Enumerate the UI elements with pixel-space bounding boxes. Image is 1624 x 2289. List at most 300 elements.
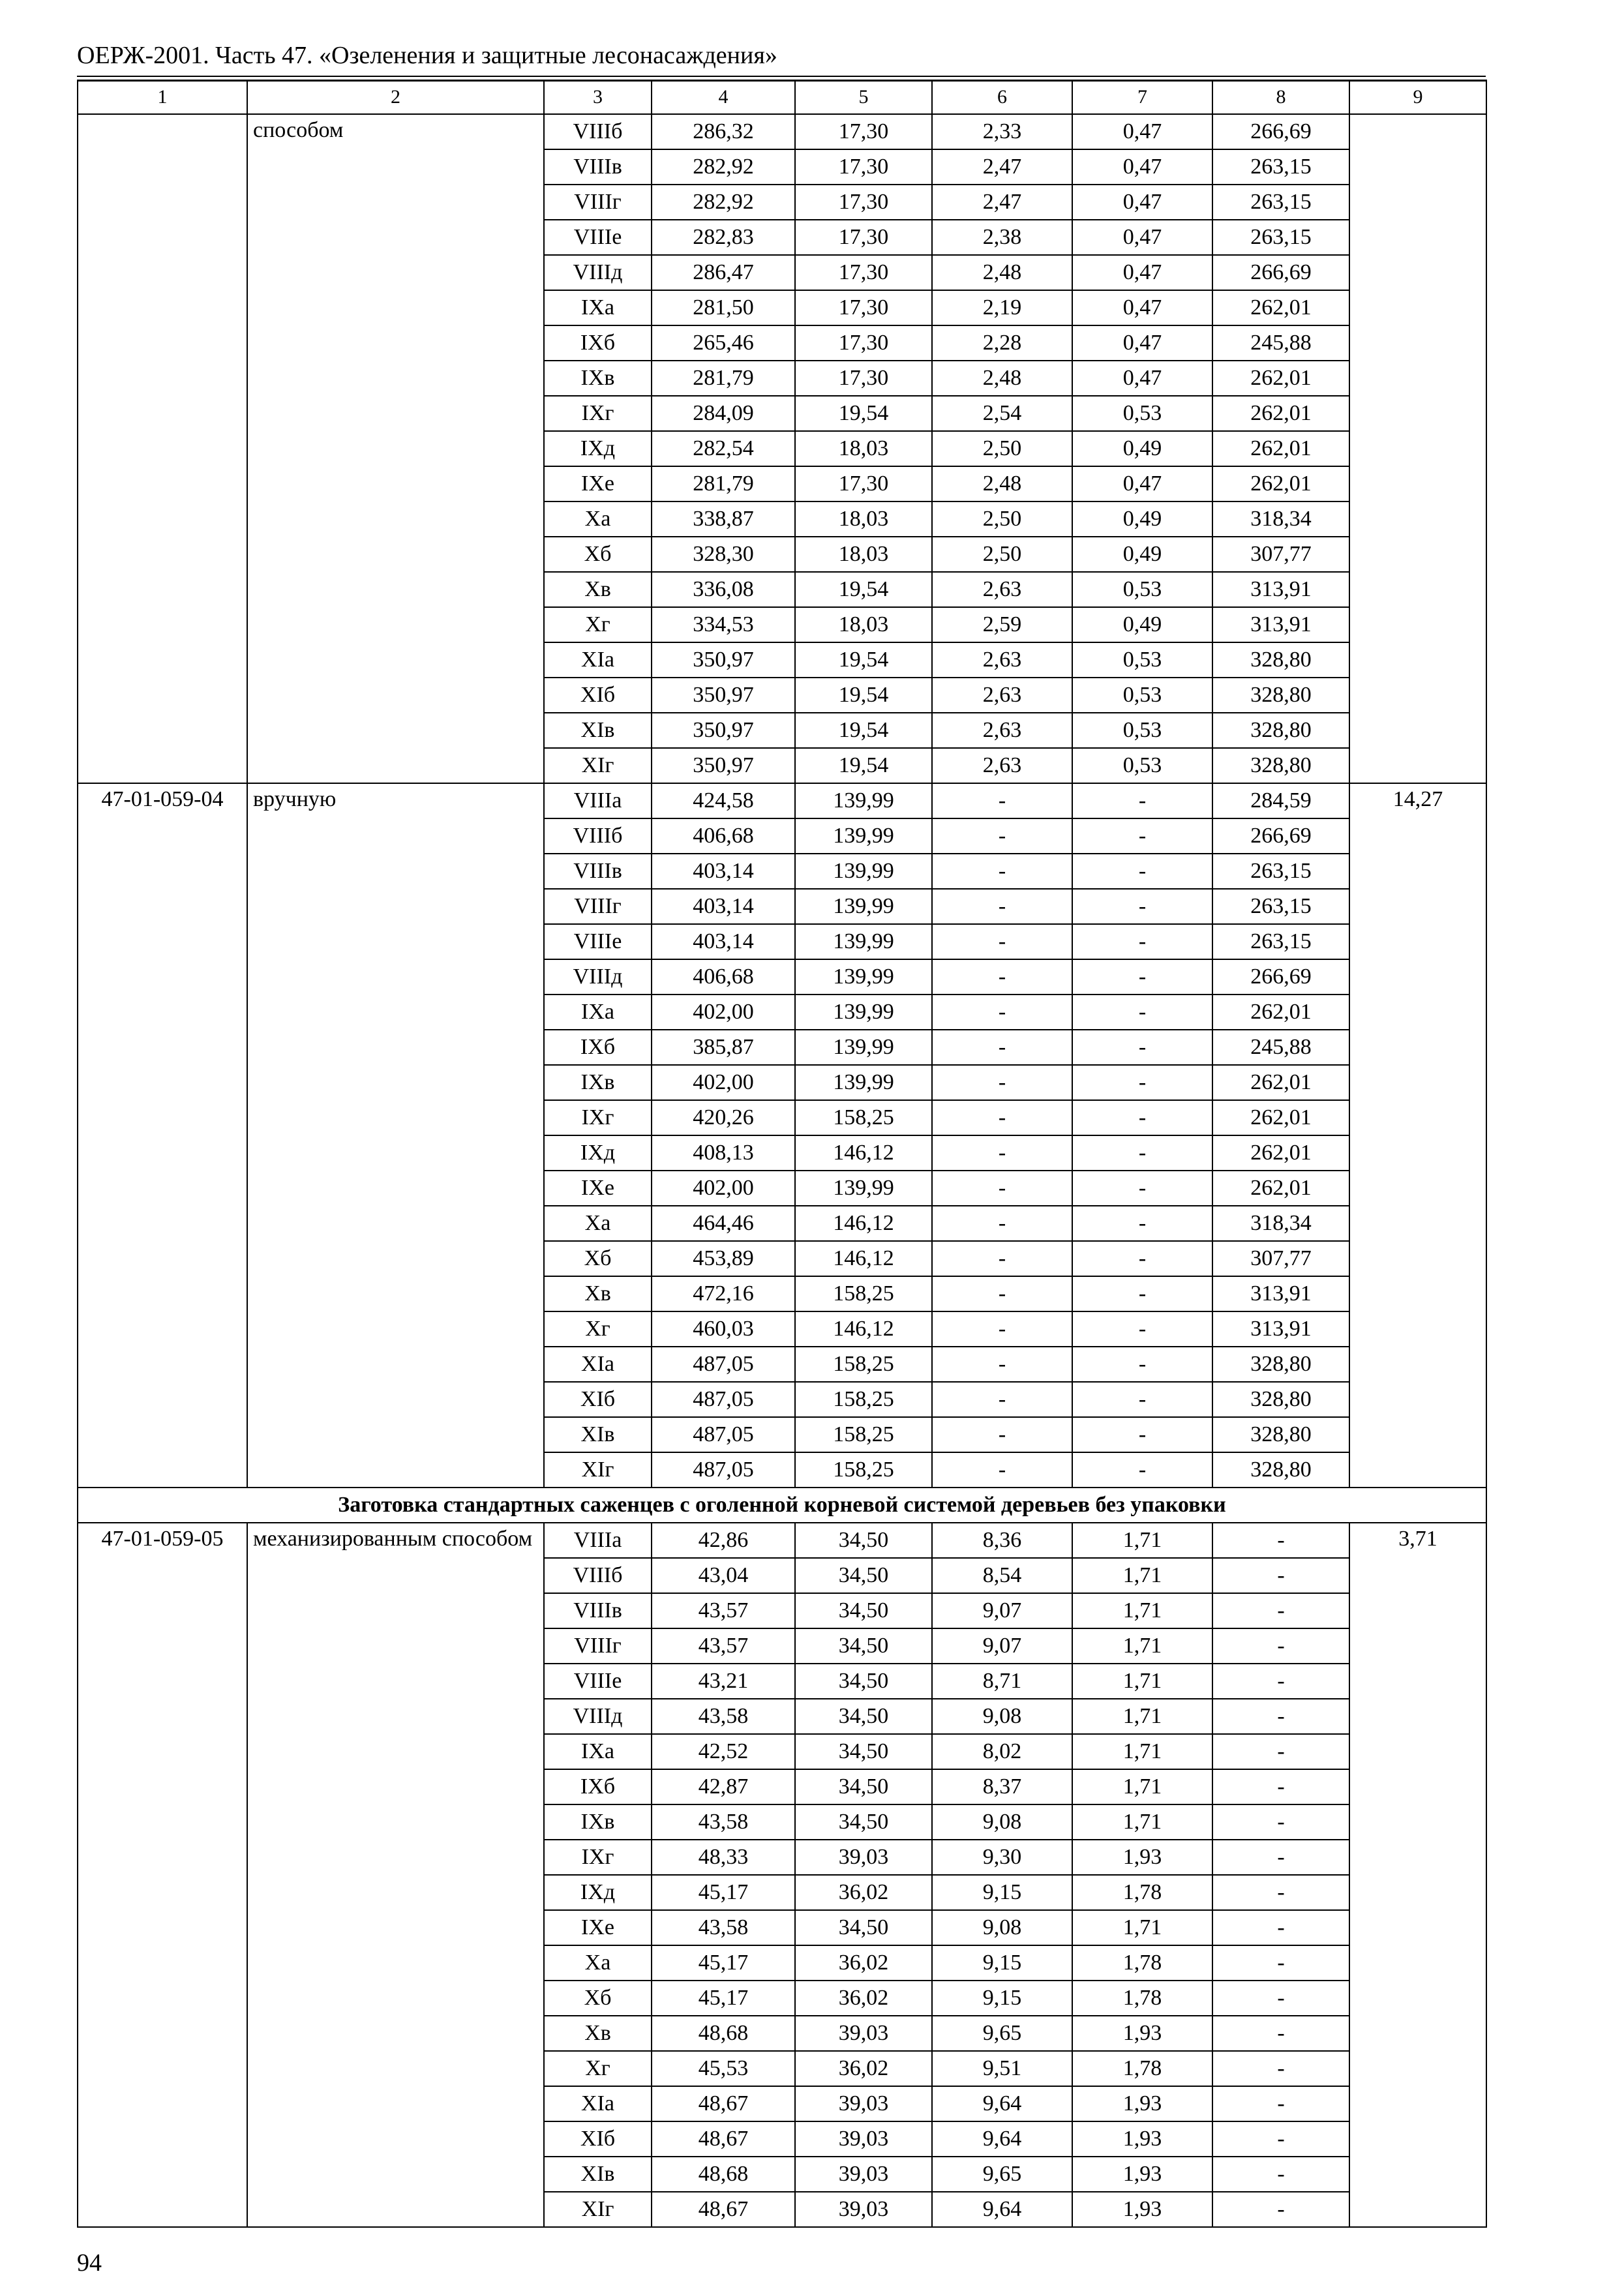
rate-code: 47-01-059-05 bbox=[78, 1523, 247, 2227]
materials-cost-cell: - bbox=[1212, 1945, 1349, 1981]
labor-cost-cell: 39,03 bbox=[795, 2192, 932, 2227]
materials-cost-cell: 263,15 bbox=[1212, 924, 1349, 959]
direct-cost-cell: 464,46 bbox=[652, 1206, 795, 1241]
zone-cell: VIIIв bbox=[544, 149, 652, 185]
machine-cost-cell: 9,15 bbox=[932, 1875, 1072, 1910]
labor-cost-cell: 146,12 bbox=[795, 1241, 932, 1276]
labor-hours: 3,71 bbox=[1349, 1523, 1486, 2227]
materials-cost-cell: 266,69 bbox=[1212, 818, 1349, 854]
labor-cost-cell: 158,25 bbox=[795, 1417, 932, 1452]
machinist-wage-cell: 1,78 bbox=[1072, 1981, 1212, 2016]
zone-cell: VIIIд bbox=[544, 959, 652, 995]
direct-cost-cell: 284,09 bbox=[652, 396, 795, 431]
zone-cell: XIб bbox=[544, 2121, 652, 2157]
machine-cost-cell: - bbox=[932, 1206, 1072, 1241]
zone-cell: IXг bbox=[544, 1100, 652, 1135]
labor-cost-cell: 19,54 bbox=[795, 572, 932, 607]
column-number: 9 bbox=[1349, 80, 1486, 114]
direct-cost-cell: 406,68 bbox=[652, 818, 795, 854]
machine-cost-cell: 9,15 bbox=[932, 1981, 1072, 2016]
zone-cell: XIг bbox=[544, 748, 652, 783]
machinist-wage-cell: 0,49 bbox=[1072, 501, 1212, 537]
materials-cost-cell: 328,80 bbox=[1212, 1347, 1349, 1382]
direct-cost-cell: 282,92 bbox=[652, 185, 795, 220]
machinist-wage-cell: - bbox=[1072, 995, 1212, 1030]
materials-cost-cell: - bbox=[1212, 2051, 1349, 2086]
machine-cost-cell: - bbox=[932, 1241, 1072, 1276]
direct-cost-cell: 350,97 bbox=[652, 713, 795, 748]
materials-cost-cell: 245,88 bbox=[1212, 325, 1349, 361]
labor-cost-cell: 39,03 bbox=[795, 2121, 932, 2157]
materials-cost-cell: 313,91 bbox=[1212, 1311, 1349, 1347]
direct-cost-cell: 43,21 bbox=[652, 1664, 795, 1699]
labor-cost-cell: 19,54 bbox=[795, 678, 932, 713]
zone-cell: Xб bbox=[544, 537, 652, 572]
materials-cost-cell: - bbox=[1212, 1769, 1349, 1804]
zone-cell: VIIIб bbox=[544, 818, 652, 854]
machine-cost-cell: 9,15 bbox=[932, 1945, 1072, 1981]
direct-cost-cell: 42,52 bbox=[652, 1734, 795, 1769]
labor-cost-cell: 18,03 bbox=[795, 501, 932, 537]
labor-cost-cell: 34,50 bbox=[795, 1699, 932, 1734]
section-heading-row bbox=[78, 1488, 1486, 1523]
page-number: 94 bbox=[77, 2249, 102, 2277]
machinist-wage-cell: - bbox=[1072, 818, 1212, 854]
table-body bbox=[78, 80, 1486, 2227]
labor-cost-cell: 18,03 bbox=[795, 607, 932, 642]
labor-cost-cell: 17,30 bbox=[795, 149, 932, 185]
materials-cost-cell: 307,77 bbox=[1212, 537, 1349, 572]
machine-cost-cell: - bbox=[932, 1135, 1072, 1171]
machine-cost-cell: - bbox=[932, 1417, 1072, 1452]
zone-cell: XIа bbox=[544, 2086, 652, 2121]
machine-cost-cell: - bbox=[932, 783, 1072, 818]
machine-cost-cell: 2,19 bbox=[932, 290, 1072, 325]
labor-cost-cell: 39,03 bbox=[795, 1840, 932, 1875]
machine-cost-cell: 2,59 bbox=[932, 607, 1072, 642]
column-number: 1 bbox=[78, 80, 247, 114]
zone-cell: VIIIг bbox=[544, 889, 652, 924]
work-name: способом bbox=[247, 114, 544, 783]
zone-cell: VIIIа bbox=[544, 783, 652, 818]
zone-cell: IXб bbox=[544, 325, 652, 361]
labor-cost-cell: 36,02 bbox=[795, 1875, 932, 1910]
materials-cost-cell: 328,80 bbox=[1212, 642, 1349, 678]
machine-cost-cell: - bbox=[932, 959, 1072, 995]
zone-cell: VIIIг bbox=[544, 185, 652, 220]
zone-cell: IXа bbox=[544, 995, 652, 1030]
direct-cost-cell: 336,08 bbox=[652, 572, 795, 607]
machinist-wage-cell: 0,49 bbox=[1072, 607, 1212, 642]
direct-cost-cell: 281,50 bbox=[652, 290, 795, 325]
column-number: 5 bbox=[795, 80, 932, 114]
machine-cost-cell: 2,48 bbox=[932, 466, 1072, 501]
direct-cost-cell: 286,32 bbox=[652, 114, 795, 149]
column-number: 7 bbox=[1072, 80, 1212, 114]
machine-cost-cell: - bbox=[932, 1276, 1072, 1311]
direct-cost-cell: 487,05 bbox=[652, 1382, 795, 1417]
labor-hours: 14,27 bbox=[1349, 783, 1486, 1488]
rate-code bbox=[78, 114, 247, 783]
machine-cost-cell: - bbox=[932, 1030, 1072, 1065]
labor-cost-cell: 34,50 bbox=[795, 1593, 932, 1628]
labor-cost-cell: 139,99 bbox=[795, 995, 932, 1030]
zone-cell: XIг bbox=[544, 1452, 652, 1488]
machine-cost-cell: 2,63 bbox=[932, 713, 1072, 748]
machine-cost-cell: 2,63 bbox=[932, 572, 1072, 607]
zone-cell: XIг bbox=[544, 2192, 652, 2227]
materials-cost-cell: 263,15 bbox=[1212, 149, 1349, 185]
machinist-wage-cell: 1,93 bbox=[1072, 2121, 1212, 2157]
materials-cost-cell: 328,80 bbox=[1212, 748, 1349, 783]
table-row bbox=[78, 1523, 1486, 1558]
machinist-wage-cell: 1,71 bbox=[1072, 1593, 1212, 1628]
machine-cost-cell: - bbox=[932, 818, 1072, 854]
direct-cost-cell: 453,89 bbox=[652, 1241, 795, 1276]
labor-cost-cell: 139,99 bbox=[795, 783, 932, 818]
direct-cost-cell: 460,03 bbox=[652, 1311, 795, 1347]
direct-cost-cell: 43,58 bbox=[652, 1910, 795, 1945]
zone-cell: VIIIв bbox=[544, 1593, 652, 1628]
machinist-wage-cell: 0,47 bbox=[1072, 255, 1212, 290]
machine-cost-cell: - bbox=[932, 1171, 1072, 1206]
column-number: 8 bbox=[1212, 80, 1349, 114]
materials-cost-cell: 318,34 bbox=[1212, 501, 1349, 537]
direct-cost-cell: 338,87 bbox=[652, 501, 795, 537]
machinist-wage-cell: 1,71 bbox=[1072, 1699, 1212, 1734]
direct-cost-cell: 402,00 bbox=[652, 1065, 795, 1100]
zone-cell: XIв bbox=[544, 2157, 652, 2192]
zone-cell: XIв bbox=[544, 713, 652, 748]
materials-cost-cell: 266,69 bbox=[1212, 959, 1349, 995]
labor-cost-cell: 146,12 bbox=[795, 1206, 932, 1241]
machine-cost-cell: - bbox=[932, 924, 1072, 959]
direct-cost-cell: 487,05 bbox=[652, 1347, 795, 1382]
labor-cost-cell: 36,02 bbox=[795, 1981, 932, 2016]
zone-cell: XIа bbox=[544, 642, 652, 678]
zone-cell: VIIIе bbox=[544, 924, 652, 959]
machinist-wage-cell: 1,93 bbox=[1072, 2192, 1212, 2227]
direct-cost-cell: 403,14 bbox=[652, 854, 795, 889]
machine-cost-cell: 9,65 bbox=[932, 2016, 1072, 2051]
zone-cell: IXг bbox=[544, 1840, 652, 1875]
materials-cost-cell: 313,91 bbox=[1212, 572, 1349, 607]
materials-cost-cell: 262,01 bbox=[1212, 396, 1349, 431]
labor-cost-cell: 17,30 bbox=[795, 114, 932, 149]
materials-cost-cell: - bbox=[1212, 1523, 1349, 1558]
direct-cost-cell: 43,58 bbox=[652, 1804, 795, 1840]
materials-cost-cell: 262,01 bbox=[1212, 361, 1349, 396]
zone-cell: Xа bbox=[544, 501, 652, 537]
labor-cost-cell: 139,99 bbox=[795, 818, 932, 854]
materials-cost-cell: 262,01 bbox=[1212, 1065, 1349, 1100]
machinist-wage-cell: - bbox=[1072, 1311, 1212, 1347]
machinist-wage-cell: - bbox=[1072, 1417, 1212, 1452]
labor-cost-cell: 19,54 bbox=[795, 396, 932, 431]
zone-cell: Xг bbox=[544, 1311, 652, 1347]
materials-cost-cell: - bbox=[1212, 2016, 1349, 2051]
labor-cost-cell: 139,99 bbox=[795, 1030, 932, 1065]
machine-cost-cell: 2,54 bbox=[932, 396, 1072, 431]
machine-cost-cell: - bbox=[932, 1100, 1072, 1135]
labor-cost-cell: 19,54 bbox=[795, 748, 932, 783]
direct-cost-cell: 487,05 bbox=[652, 1452, 795, 1488]
machine-cost-cell: - bbox=[932, 1382, 1072, 1417]
machinist-wage-cell: 0,47 bbox=[1072, 466, 1212, 501]
labor-cost-cell: 158,25 bbox=[795, 1276, 932, 1311]
labor-cost-cell: 34,50 bbox=[795, 1558, 932, 1593]
machinist-wage-cell: 0,53 bbox=[1072, 748, 1212, 783]
materials-cost-cell: - bbox=[1212, 1910, 1349, 1945]
machine-cost-cell: 8,02 bbox=[932, 1734, 1072, 1769]
direct-cost-cell: 43,58 bbox=[652, 1699, 795, 1734]
machine-cost-cell: 9,30 bbox=[932, 1840, 1072, 1875]
direct-cost-cell: 408,13 bbox=[652, 1135, 795, 1171]
labor-cost-cell: 19,54 bbox=[795, 713, 932, 748]
materials-cost-cell: - bbox=[1212, 2192, 1349, 2227]
labor-cost-cell: 17,30 bbox=[795, 466, 932, 501]
zone-cell: Xб bbox=[544, 1241, 652, 1276]
machinist-wage-cell: 0,53 bbox=[1072, 678, 1212, 713]
direct-cost-cell: 45,17 bbox=[652, 1945, 795, 1981]
machinist-wage-cell: 0,53 bbox=[1072, 713, 1212, 748]
direct-cost-cell: 472,16 bbox=[652, 1276, 795, 1311]
labor-cost-cell: 36,02 bbox=[795, 2051, 932, 2086]
zone-cell: Xв bbox=[544, 572, 652, 607]
labor-cost-cell: 17,30 bbox=[795, 290, 932, 325]
labor-cost-cell: 39,03 bbox=[795, 2016, 932, 2051]
direct-cost-cell: 350,97 bbox=[652, 642, 795, 678]
machine-cost-cell: 2,48 bbox=[932, 255, 1072, 290]
machinist-wage-cell: 0,47 bbox=[1072, 114, 1212, 149]
zone-cell: VIIIа bbox=[544, 1523, 652, 1558]
direct-cost-cell: 334,53 bbox=[652, 607, 795, 642]
direct-cost-cell: 42,87 bbox=[652, 1769, 795, 1804]
direct-cost-cell: 48,33 bbox=[652, 1840, 795, 1875]
labor-cost-cell: 17,30 bbox=[795, 220, 932, 255]
materials-cost-cell: 262,01 bbox=[1212, 995, 1349, 1030]
machine-cost-cell: - bbox=[932, 854, 1072, 889]
zone-cell: IXд bbox=[544, 431, 652, 466]
materials-cost-cell: - bbox=[1212, 1664, 1349, 1699]
table-row bbox=[78, 114, 1486, 149]
direct-cost-cell: 43,04 bbox=[652, 1558, 795, 1593]
labor-cost-cell: 34,50 bbox=[795, 1523, 932, 1558]
labor-cost-cell: 158,25 bbox=[795, 1452, 932, 1488]
zone-cell: XIв bbox=[544, 1417, 652, 1452]
machinist-wage-cell: - bbox=[1072, 889, 1212, 924]
labor-cost-cell: 39,03 bbox=[795, 2086, 932, 2121]
machine-cost-cell: 9,08 bbox=[932, 1910, 1072, 1945]
price-table bbox=[77, 80, 1487, 2228]
machine-cost-cell: 2,33 bbox=[932, 114, 1072, 149]
labor-cost-cell: 19,54 bbox=[795, 642, 932, 678]
machinist-wage-cell: 0,47 bbox=[1072, 290, 1212, 325]
zone-cell: IXв bbox=[544, 1065, 652, 1100]
machine-cost-cell: 2,63 bbox=[932, 642, 1072, 678]
machinist-wage-cell: - bbox=[1072, 1030, 1212, 1065]
machine-cost-cell: - bbox=[932, 1347, 1072, 1382]
labor-cost-cell: 34,50 bbox=[795, 1628, 932, 1664]
machine-cost-cell: - bbox=[932, 1452, 1072, 1488]
zone-cell: VIIIе bbox=[544, 220, 652, 255]
column-number-row bbox=[78, 80, 1486, 114]
direct-cost-cell: 282,83 bbox=[652, 220, 795, 255]
page-header bbox=[77, 39, 1486, 82]
labor-cost-cell: 146,12 bbox=[795, 1311, 932, 1347]
machinist-wage-cell: 1,71 bbox=[1072, 1558, 1212, 1593]
zone-cell: IXе bbox=[544, 1171, 652, 1206]
machine-cost-cell: 8,37 bbox=[932, 1769, 1072, 1804]
materials-cost-cell: 262,01 bbox=[1212, 290, 1349, 325]
machine-cost-cell: - bbox=[932, 995, 1072, 1030]
materials-cost-cell: 307,77 bbox=[1212, 1241, 1349, 1276]
materials-cost-cell: 262,01 bbox=[1212, 1171, 1349, 1206]
machine-cost-cell: 2,50 bbox=[932, 431, 1072, 466]
materials-cost-cell: 263,15 bbox=[1212, 889, 1349, 924]
zone-cell: Xг bbox=[544, 607, 652, 642]
machinist-wage-cell: 1,71 bbox=[1072, 1910, 1212, 1945]
machinist-wage-cell: 0,49 bbox=[1072, 537, 1212, 572]
machine-cost-cell: 8,36 bbox=[932, 1523, 1072, 1558]
labor-hours bbox=[1349, 114, 1486, 783]
machinist-wage-cell: 0,47 bbox=[1072, 361, 1212, 396]
table-row bbox=[78, 783, 1486, 818]
machinist-wage-cell: - bbox=[1072, 1135, 1212, 1171]
materials-cost-cell: - bbox=[1212, 1804, 1349, 1840]
machinist-wage-cell: 1,93 bbox=[1072, 2157, 1212, 2192]
machinist-wage-cell: - bbox=[1072, 924, 1212, 959]
zone-cell: IXб bbox=[544, 1769, 652, 1804]
machinist-wage-cell: - bbox=[1072, 1065, 1212, 1100]
labor-cost-cell: 158,25 bbox=[795, 1382, 932, 1417]
direct-cost-cell: 45,17 bbox=[652, 1981, 795, 2016]
zone-cell: VIIIг bbox=[544, 1628, 652, 1664]
machinist-wage-cell: - bbox=[1072, 1382, 1212, 1417]
machinist-wage-cell: 1,78 bbox=[1072, 1875, 1212, 1910]
machinist-wage-cell: - bbox=[1072, 1206, 1212, 1241]
machinist-wage-cell: 0,49 bbox=[1072, 431, 1212, 466]
machinist-wage-cell: 0,53 bbox=[1072, 396, 1212, 431]
machinist-wage-cell: 0,47 bbox=[1072, 149, 1212, 185]
labor-cost-cell: 139,99 bbox=[795, 889, 932, 924]
materials-cost-cell: 328,80 bbox=[1212, 713, 1349, 748]
materials-cost-cell: - bbox=[1212, 1875, 1349, 1910]
machine-cost-cell: - bbox=[932, 889, 1072, 924]
machine-cost-cell: 9,08 bbox=[932, 1699, 1072, 1734]
work-name: вручную bbox=[247, 783, 544, 1488]
machine-cost-cell: 2,63 bbox=[932, 748, 1072, 783]
direct-cost-cell: 286,47 bbox=[652, 255, 795, 290]
zone-cell: XIб bbox=[544, 1382, 652, 1417]
machine-cost-cell: - bbox=[932, 1065, 1072, 1100]
direct-cost-cell: 45,53 bbox=[652, 2051, 795, 2086]
labor-cost-cell: 18,03 bbox=[795, 431, 932, 466]
direct-cost-cell: 48,67 bbox=[652, 2121, 795, 2157]
materials-cost-cell: - bbox=[1212, 2086, 1349, 2121]
machinist-wage-cell: - bbox=[1072, 854, 1212, 889]
machinist-wage-cell: - bbox=[1072, 1276, 1212, 1311]
machinist-wage-cell: 1,93 bbox=[1072, 1840, 1212, 1875]
labor-cost-cell: 158,25 bbox=[795, 1347, 932, 1382]
zone-cell: VIIIб bbox=[544, 1558, 652, 1593]
direct-cost-cell: 281,79 bbox=[652, 466, 795, 501]
labor-cost-cell: 139,99 bbox=[795, 959, 932, 995]
direct-cost-cell: 48,67 bbox=[652, 2086, 795, 2121]
machine-cost-cell: 9,51 bbox=[932, 2051, 1072, 2086]
section-heading: Заготовка стандартных саженцев с оголенной корневой системой деревьев без упаковки bbox=[78, 1488, 1486, 1523]
zone-cell: Xа bbox=[544, 1945, 652, 1981]
materials-cost-cell: 262,01 bbox=[1212, 1100, 1349, 1135]
zone-cell: VIIIб bbox=[544, 114, 652, 149]
zone-cell: XIа bbox=[544, 1347, 652, 1382]
machine-cost-cell: 2,50 bbox=[932, 537, 1072, 572]
materials-cost-cell: - bbox=[1212, 1593, 1349, 1628]
materials-cost-cell: 262,01 bbox=[1212, 466, 1349, 501]
labor-cost-cell: 17,30 bbox=[795, 361, 932, 396]
direct-cost-cell: 42,86 bbox=[652, 1523, 795, 1558]
machine-cost-cell: 9,65 bbox=[932, 2157, 1072, 2192]
header-rule-top bbox=[77, 76, 1486, 77]
machine-cost-cell: 9,08 bbox=[932, 1804, 1072, 1840]
materials-cost-cell: - bbox=[1212, 1699, 1349, 1734]
direct-cost-cell: 402,00 bbox=[652, 995, 795, 1030]
direct-cost-cell: 420,26 bbox=[652, 1100, 795, 1135]
direct-cost-cell: 487,05 bbox=[652, 1417, 795, 1452]
machinist-wage-cell: 0,47 bbox=[1072, 325, 1212, 361]
zone-cell: IXе bbox=[544, 466, 652, 501]
machine-cost-cell: 2,47 bbox=[932, 185, 1072, 220]
machinist-wage-cell: 1,78 bbox=[1072, 2051, 1212, 2086]
machinist-wage-cell: - bbox=[1072, 1347, 1212, 1382]
labor-cost-cell: 17,30 bbox=[795, 255, 932, 290]
materials-cost-cell: 313,91 bbox=[1212, 607, 1349, 642]
labor-cost-cell: 146,12 bbox=[795, 1135, 932, 1171]
machine-cost-cell: 2,28 bbox=[932, 325, 1072, 361]
machinist-wage-cell: 0,47 bbox=[1072, 185, 1212, 220]
materials-cost-cell: 263,15 bbox=[1212, 220, 1349, 255]
materials-cost-cell: 266,69 bbox=[1212, 114, 1349, 149]
zone-cell: Xв bbox=[544, 2016, 652, 2051]
direct-cost-cell: 43,57 bbox=[652, 1628, 795, 1664]
machine-cost-cell: 9,07 bbox=[932, 1628, 1072, 1664]
direct-cost-cell: 402,00 bbox=[652, 1171, 795, 1206]
direct-cost-cell: 48,68 bbox=[652, 2157, 795, 2192]
machinist-wage-cell: 1,93 bbox=[1072, 2086, 1212, 2121]
machine-cost-cell: 9,64 bbox=[932, 2086, 1072, 2121]
zone-cell: IXв bbox=[544, 1804, 652, 1840]
zone-cell: IXг bbox=[544, 396, 652, 431]
materials-cost-cell: - bbox=[1212, 1734, 1349, 1769]
direct-cost-cell: 282,54 bbox=[652, 431, 795, 466]
materials-cost-cell: 328,80 bbox=[1212, 678, 1349, 713]
work-name: механизированным способом bbox=[247, 1523, 544, 2227]
machinist-wage-cell: 1,71 bbox=[1072, 1664, 1212, 1699]
machine-cost-cell: 2,38 bbox=[932, 220, 1072, 255]
materials-cost-cell: 313,91 bbox=[1212, 1276, 1349, 1311]
machinist-wage-cell: 1,78 bbox=[1072, 1945, 1212, 1981]
materials-cost-cell: 263,15 bbox=[1212, 854, 1349, 889]
machinist-wage-cell: 1,71 bbox=[1072, 1769, 1212, 1804]
column-number: 3 bbox=[544, 80, 652, 114]
machine-cost-cell: 2,47 bbox=[932, 149, 1072, 185]
machine-cost-cell: 9,07 bbox=[932, 1593, 1072, 1628]
materials-cost-cell: - bbox=[1212, 1628, 1349, 1664]
materials-cost-cell: - bbox=[1212, 1981, 1349, 2016]
labor-cost-cell: 139,99 bbox=[795, 854, 932, 889]
direct-cost-cell: 281,79 bbox=[652, 361, 795, 396]
materials-cost-cell: 245,88 bbox=[1212, 1030, 1349, 1065]
